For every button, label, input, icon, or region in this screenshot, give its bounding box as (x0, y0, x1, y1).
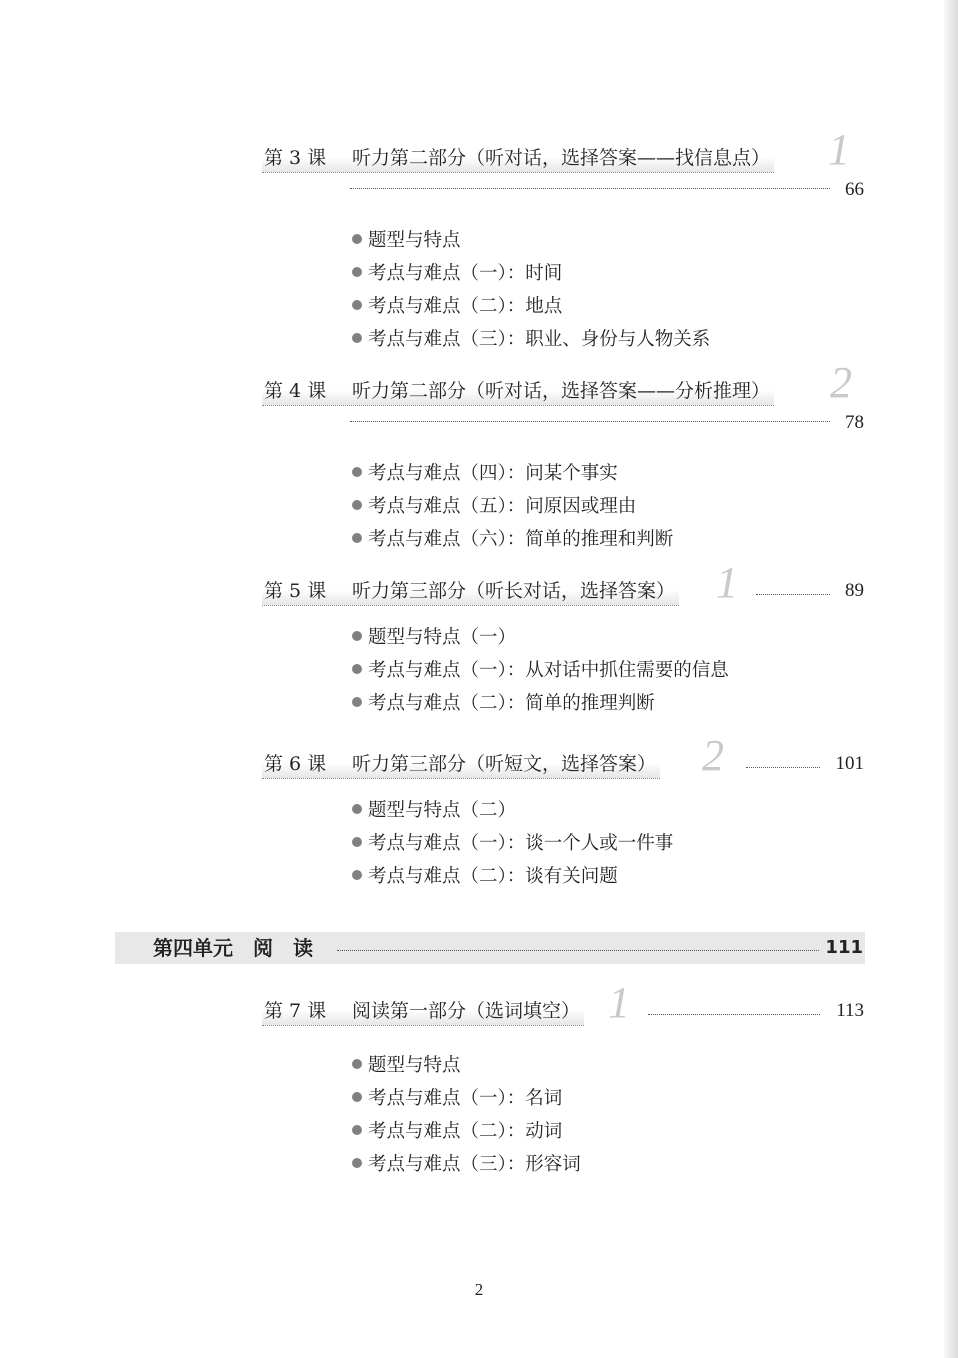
page-ref: 111 (825, 937, 863, 958)
list-item: 题型与特点 (352, 224, 866, 257)
dot-leader (350, 421, 830, 422)
lesson-number: 第 4 课 (264, 380, 327, 402)
page-edge-shadow (944, 0, 958, 1358)
lesson-title: 听力第二部分（听对话，选择答案——找信息点） (352, 147, 771, 169)
topic-list (352, 1049, 866, 1181)
lesson-title: 阅读第一部分（选词填空） (352, 1000, 581, 1022)
topic-list (352, 621, 866, 720)
toc-lesson-4[interactable] (262, 358, 866, 556)
page-ref: 66 (845, 179, 864, 200)
dot-leader (746, 767, 820, 768)
topic-list (352, 794, 866, 893)
list-item: 考点与难点（一）：从对话中抓住需要的信息 (352, 654, 866, 687)
lesson-number: 第 3 课 (264, 147, 327, 169)
lesson-label (262, 377, 774, 406)
lesson-number: 第 7 课 (264, 1000, 327, 1022)
list-item: 题型与特点（一） (352, 621, 866, 654)
decorative-numeral: 1 (828, 125, 850, 174)
list-item: 题型与特点（二） (352, 794, 866, 827)
page-ref: 78 (845, 412, 864, 433)
bullet-icon (352, 467, 362, 477)
topic-list (352, 224, 866, 356)
lesson-header (262, 978, 866, 1027)
bullet-icon (352, 1059, 362, 1069)
decorative-numeral: 2 (830, 358, 852, 407)
list-item: 考点与难点（一）：谈一个人或一件事 (352, 827, 866, 860)
lesson-number: 第 5 课 (264, 580, 327, 602)
list-item: 考点与难点（六）：简单的推理和判断 (352, 523, 866, 556)
lesson-header (262, 358, 866, 407)
bullet-icon (352, 267, 362, 277)
dot-leader (756, 594, 830, 595)
bullet-icon (352, 837, 362, 847)
lesson-header (262, 125, 866, 174)
bullet-icon (352, 1125, 362, 1135)
decorative-numeral: 2 (702, 731, 724, 780)
lesson-label (262, 997, 584, 1026)
bullet-icon (352, 300, 362, 310)
lesson-title: 听力第二部分（听对话，选择答案——分析推理） (352, 380, 771, 402)
topic-list (352, 457, 866, 556)
dot-leader (350, 188, 830, 189)
unit-title: 第四单元 阅 读 (153, 936, 313, 960)
bullet-icon (352, 1092, 362, 1102)
bullet-icon (352, 804, 362, 814)
list-item: 考点与难点（四）：问某个事实 (352, 457, 866, 490)
list-item: 考点与难点（三）：形容词 (352, 1148, 866, 1181)
list-item: 考点与难点（三）：职业、身份与人物关系 (352, 323, 866, 356)
lesson-title: 听力第三部分（听长对话，选择答案） (352, 580, 676, 602)
toc-lesson-6[interactable] (262, 731, 866, 893)
page-ref: 113 (836, 1000, 864, 1021)
list-item: 考点与难点（二）：动词 (352, 1115, 866, 1148)
bullet-icon (352, 697, 362, 707)
dot-leader (648, 1014, 820, 1015)
lesson-label (262, 144, 774, 173)
list-item: 考点与难点（二）：地点 (352, 290, 866, 323)
toc-lesson-7[interactable] (262, 978, 866, 1181)
toc-lesson-5[interactable] (262, 558, 866, 720)
lesson-label (262, 577, 679, 606)
decorative-numeral: 1 (608, 978, 630, 1027)
bullet-icon (352, 870, 362, 880)
lesson-header (262, 558, 866, 607)
toc-lesson-3[interactable] (262, 125, 866, 356)
page-ref: 101 (835, 753, 864, 774)
lesson-number: 第 6 课 (264, 753, 327, 775)
bullet-icon (352, 500, 362, 510)
page-number: 2 (474, 1280, 484, 1299)
bullet-icon (352, 533, 362, 543)
leader-row (262, 407, 866, 443)
bullet-icon (352, 234, 362, 244)
list-item: 考点与难点（二）：简单的推理判断 (352, 687, 866, 720)
decorative-numeral: 1 (716, 558, 738, 607)
dot-leader (337, 950, 819, 951)
list-item: 考点与难点（一）：名词 (352, 1082, 866, 1115)
bullet-icon (352, 333, 362, 343)
bullet-icon (352, 1158, 362, 1168)
list-item: 考点与难点（二）：谈有关问题 (352, 860, 866, 893)
list-item: 题型与特点 (352, 1049, 866, 1082)
lesson-header (262, 731, 866, 780)
list-item: 考点与难点（一）：时间 (352, 257, 866, 290)
toc-unit-4[interactable] (115, 932, 865, 964)
bullet-icon (352, 664, 362, 674)
list-item: 考点与难点（五）：问原因或理由 (352, 490, 866, 523)
page-ref: 89 (845, 580, 864, 601)
lesson-title: 听力第三部分（听短文，选择答案） (352, 753, 657, 775)
bullet-icon (352, 631, 362, 641)
leader-row (262, 174, 866, 210)
lesson-label (262, 750, 660, 779)
